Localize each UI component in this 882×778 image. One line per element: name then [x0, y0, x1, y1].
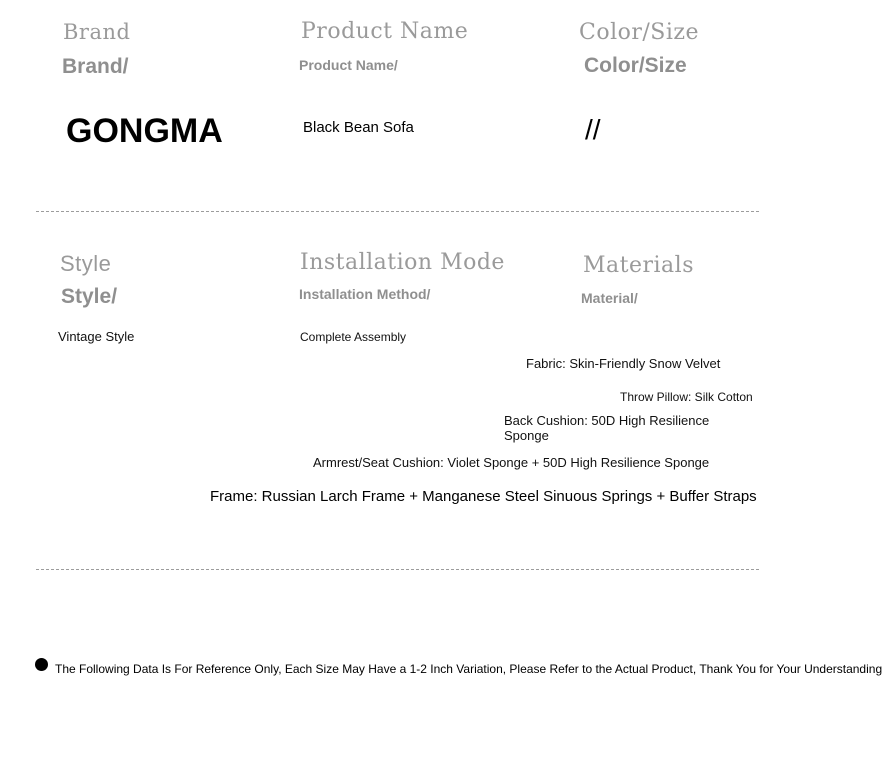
divider-top — [36, 211, 759, 212]
installation-title: Installation Mode — [300, 250, 505, 275]
color-size-value: // — [585, 114, 601, 145]
material-fabric: Fabric: Skin-Friendly Snow Velvet — [526, 356, 721, 371]
bullet-dot-icon — [35, 658, 48, 671]
product-name-value: Black Bean Sofa — [303, 119, 414, 136]
product-name-subtitle: Product Name/ — [299, 57, 398, 73]
material-frame: Frame: Russian Larch Frame + Manganese Steel Sinuous Springs + Buffer Straps — [210, 488, 757, 505]
style-subtitle: Style/ — [61, 285, 118, 308]
divider-bottom — [36, 569, 759, 570]
brand-value: GONGMA — [66, 112, 223, 150]
color-size-subtitle: Color/Size — [584, 54, 687, 77]
material-throw-pillow: Throw Pillow: Silk Cotton — [620, 390, 753, 404]
materials-subtitle: Material/ — [581, 290, 638, 306]
style-title: Style — [60, 251, 112, 276]
style-value: Vintage Style — [58, 329, 135, 344]
material-back-cushion-line1: Back Cushion: 50D High Resilience — [504, 413, 710, 428]
material-armrest-seat: Armrest/Seat Cushion: Violet Sponge + 50D High Resilience Sponge — [313, 455, 710, 470]
brand-subtitle: Brand/ — [62, 55, 129, 78]
reference-note: The Following Data Is For Reference Only, Each Size May Have a 1-2 Inch Variation, Please Refer to the Actual Product, Thank You for Your Understanding — [55, 662, 882, 676]
installation-subtitle: Installation Method/ — [299, 286, 431, 302]
installation-value: Complete Assembly — [300, 330, 407, 344]
materials-title: Materials — [583, 253, 694, 278]
product-name-title: Product Name — [301, 19, 469, 44]
material-back-cushion-line2: Sponge — [504, 428, 549, 443]
brand-title: Brand — [63, 20, 131, 44]
color-size-title: Color/Size — [579, 20, 700, 45]
